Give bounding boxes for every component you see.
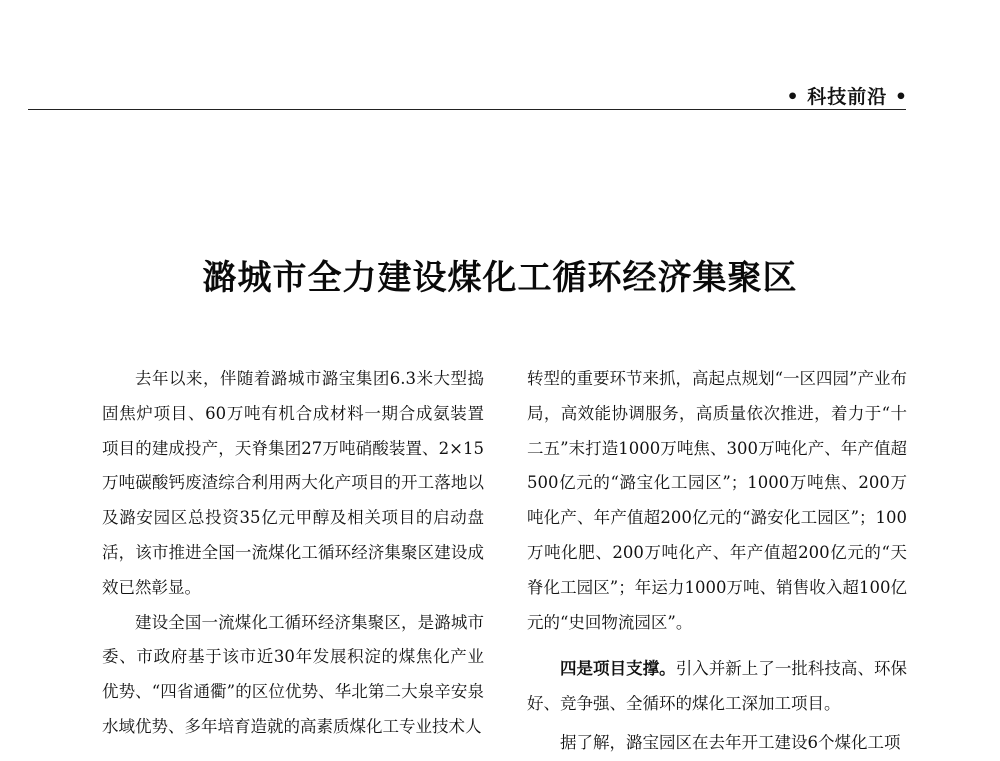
bold-lead-text: 四是项目支撑。	[560, 659, 676, 679]
paragraph: 据了解，潞宝园区在去年开工建设6个煤化工项	[560, 732, 901, 752]
right-column	[527, 362, 907, 761]
section-label: • 科技前沿 •	[786, 86, 908, 108]
paragraph: 建设全国一流煤化工循环经济集聚区，是潞城市委、市政府基于该市近30年发展积淀的煤焦化产业优势、“四省通衢”的区位优势、华北第二大泉辛安泉水域优势、多年培育造就的高素质煤化工专业技术人	[102, 612, 484, 736]
paragraph: 转型的重要环节来抓，高起点规划“一区四园”产业布局，高效能协调服务，高质量依次推进，着力于“十二五”末打造1000万吨焦、300万吨化产、年产值超500亿元的“潞宝化工园区”；1000万吨焦、200万吨化产、年产值超200亿元的“潞安化工园区”；100万吨化肥、200万吨化产、年产值超200亿元的“天脊化工园区”；年运力1000万吨、销售收入超100亿元的“史回物流园区”。	[527, 369, 907, 632]
left-column	[102, 362, 484, 745]
paragraph: 去年以来，伴随着潞城市潞宝集团6.3米大型捣固焦炉项目、60万吨有机合成材料一期合成氨装置项目的建成投产，天脊集团27万吨硝酸装置、2×15万吨碳酸钙废渣综合利用两大化产项目的开工落地以及潞安园区总投资35亿元甲醇及相关项目的启动盘活，该市推进全国一流煤化工循环经济集聚区建设成效已然彰显。	[102, 369, 484, 597]
paragraph-text: 引入并新上了一批科技高、环保好、竞争强、全循环的煤化工深加工项目。	[527, 659, 908, 714]
paragraph	[527, 652, 907, 722]
article-title: 潞城市全力建设煤化工循环经济集聚区	[202, 258, 798, 298]
header-rule	[28, 109, 906, 110]
